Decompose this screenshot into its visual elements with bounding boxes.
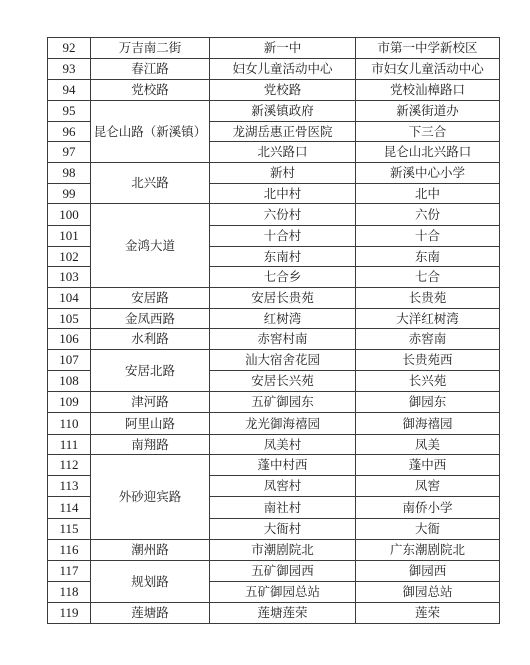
new-stop-name: 蓬中西 — [356, 455, 500, 476]
original-stop-name: 龙湖岳惠正骨医院 — [210, 122, 356, 142]
new-stop-name: 大衙 — [356, 519, 500, 540]
row-number: 97 — [48, 142, 91, 163]
original-stop-name: 东南村 — [210, 247, 356, 267]
row-number: 104 — [48, 288, 91, 309]
road-name: 津河路 — [91, 392, 210, 413]
new-stop-name: 党校汕樟路口 — [356, 80, 500, 101]
road-name: 规划路 — [91, 561, 210, 603]
road-name: 万吉南二街 — [91, 38, 210, 59]
stop-table — [47, 37, 500, 624]
new-stop-name: 御园东 — [356, 392, 500, 413]
row-number: 114 — [48, 497, 91, 519]
row-number: 115 — [48, 519, 91, 540]
table-row — [48, 204, 500, 226]
new-stop-name: 御园总站 — [356, 582, 500, 603]
new-stop-name: 御园西 — [356, 561, 500, 582]
row-number: 107 — [48, 350, 91, 371]
original-stop-name: 五矿御园西 — [210, 561, 356, 582]
original-stop-name: 安居长兴苑 — [210, 371, 356, 392]
original-stop-name: 十合村 — [210, 226, 356, 247]
new-stop-name: 莲荣 — [356, 603, 500, 624]
original-stop-name: 新一中 — [210, 38, 356, 59]
new-stop-name: 长贵苑西 — [356, 350, 500, 371]
road-name: 阿里山路 — [91, 413, 210, 435]
table-row — [48, 435, 500, 455]
road-name: 春江路 — [91, 59, 210, 80]
table-row — [48, 329, 500, 350]
original-stop-name: 凤美村 — [210, 435, 356, 455]
row-number: 108 — [48, 371, 91, 392]
original-stop-name: 五矿御园总站 — [210, 582, 356, 603]
new-stop-name: 新溪街道办 — [356, 101, 500, 122]
road-name: 潮州路 — [91, 540, 210, 561]
row-number: 101 — [48, 226, 91, 247]
new-stop-name: 御海禧园 — [356, 413, 500, 435]
row-number: 116 — [48, 540, 91, 561]
original-stop-name: 凤窖村 — [210, 476, 356, 497]
row-number: 106 — [48, 329, 91, 350]
original-stop-name: 新溪镇政府 — [210, 101, 356, 122]
table-row — [48, 288, 500, 309]
original-stop-name: 妇女儿童活动中心 — [210, 59, 356, 80]
new-stop-name: 大洋红树湾 — [356, 309, 500, 329]
row-number: 92 — [48, 38, 91, 59]
original-stop-name: 北兴路口 — [210, 142, 356, 163]
new-stop-name: 昆仑山北兴路口 — [356, 142, 500, 163]
new-stop-name: 广东潮剧院北 — [356, 540, 500, 561]
row-number: 119 — [48, 603, 91, 624]
table-row — [48, 540, 500, 561]
new-stop-name: 十合 — [356, 226, 500, 247]
row-number: 98 — [48, 163, 91, 184]
table-row — [48, 350, 500, 371]
original-stop-name: 市潮剧院北 — [210, 540, 356, 561]
row-number: 113 — [48, 476, 91, 497]
new-stop-name: 六份 — [356, 204, 500, 226]
row-number: 110 — [48, 413, 91, 435]
row-number: 100 — [48, 204, 91, 226]
row-number: 105 — [48, 309, 91, 329]
road-name: 南翔路 — [91, 435, 210, 455]
original-stop-name: 南社村 — [210, 497, 356, 519]
road-name: 莲塘路 — [91, 603, 210, 624]
road-name: 昆仑山路（新溪镇） — [91, 101, 210, 163]
table-row — [48, 309, 500, 329]
original-stop-name: 五矿御园东 — [210, 392, 356, 413]
row-number: 96 — [48, 122, 91, 142]
stop-table-body — [48, 38, 500, 624]
row-number: 102 — [48, 247, 91, 267]
road-name: 金鸿大道 — [91, 204, 210, 288]
new-stop-name: 市妇女儿童活动中心 — [356, 59, 500, 80]
original-stop-name: 北中村 — [210, 184, 356, 204]
row-number: 109 — [48, 392, 91, 413]
road-name: 外砂迎宾路 — [91, 455, 210, 540]
row-number: 93 — [48, 59, 91, 80]
original-stop-name: 红树湾 — [210, 309, 356, 329]
row-number: 111 — [48, 435, 91, 455]
original-stop-name: 大衙村 — [210, 519, 356, 540]
row-number: 112 — [48, 455, 91, 476]
original-stop-name: 赤窖村南 — [210, 329, 356, 350]
road-name: 北兴路 — [91, 163, 210, 204]
table-row — [48, 101, 500, 122]
row-number: 103 — [48, 267, 91, 288]
original-stop-name: 汕大宿舍花园 — [210, 350, 356, 371]
original-stop-name: 龙光御海禧园 — [210, 413, 356, 435]
table-row — [48, 163, 500, 184]
row-number: 95 — [48, 101, 91, 122]
road-name: 安居路 — [91, 288, 210, 309]
original-stop-name: 蓬中村西 — [210, 455, 356, 476]
table-row — [48, 603, 500, 624]
original-stop-name: 新村 — [210, 163, 356, 184]
new-stop-name: 南侨小学 — [356, 497, 500, 519]
table-row — [48, 561, 500, 582]
road-name: 金凤西路 — [91, 309, 210, 329]
new-stop-name: 七合 — [356, 267, 500, 288]
new-stop-name: 凤美 — [356, 435, 500, 455]
table-row — [48, 455, 500, 476]
new-stop-name: 长兴苑 — [356, 371, 500, 392]
new-stop-name: 市第一中学新校区 — [356, 38, 500, 59]
original-stop-name: 七合乡 — [210, 267, 356, 288]
row-number: 99 — [48, 184, 91, 204]
new-stop-name: 赤窖南 — [356, 329, 500, 350]
original-stop-name: 莲塘莲荣 — [210, 603, 356, 624]
row-number: 94 — [48, 80, 91, 101]
new-stop-name: 新溪中心小学 — [356, 163, 500, 184]
table-row — [48, 392, 500, 413]
road-name: 党校路 — [91, 80, 210, 101]
new-stop-name: 长贵苑 — [356, 288, 500, 309]
new-stop-name: 下三合 — [356, 122, 500, 142]
original-stop-name: 党校路 — [210, 80, 356, 101]
original-stop-name: 六份村 — [210, 204, 356, 226]
table-row — [48, 80, 500, 101]
new-stop-name: 东南 — [356, 247, 500, 267]
original-stop-name: 安居长贵苑 — [210, 288, 356, 309]
row-number: 117 — [48, 561, 91, 582]
table-row — [48, 38, 500, 59]
road-name: 水利路 — [91, 329, 210, 350]
new-stop-name: 北中 — [356, 184, 500, 204]
table-row — [48, 413, 500, 435]
table-row — [48, 59, 500, 80]
row-number: 118 — [48, 582, 91, 603]
new-stop-name: 凤窖 — [356, 476, 500, 497]
road-name: 安居北路 — [91, 350, 210, 392]
